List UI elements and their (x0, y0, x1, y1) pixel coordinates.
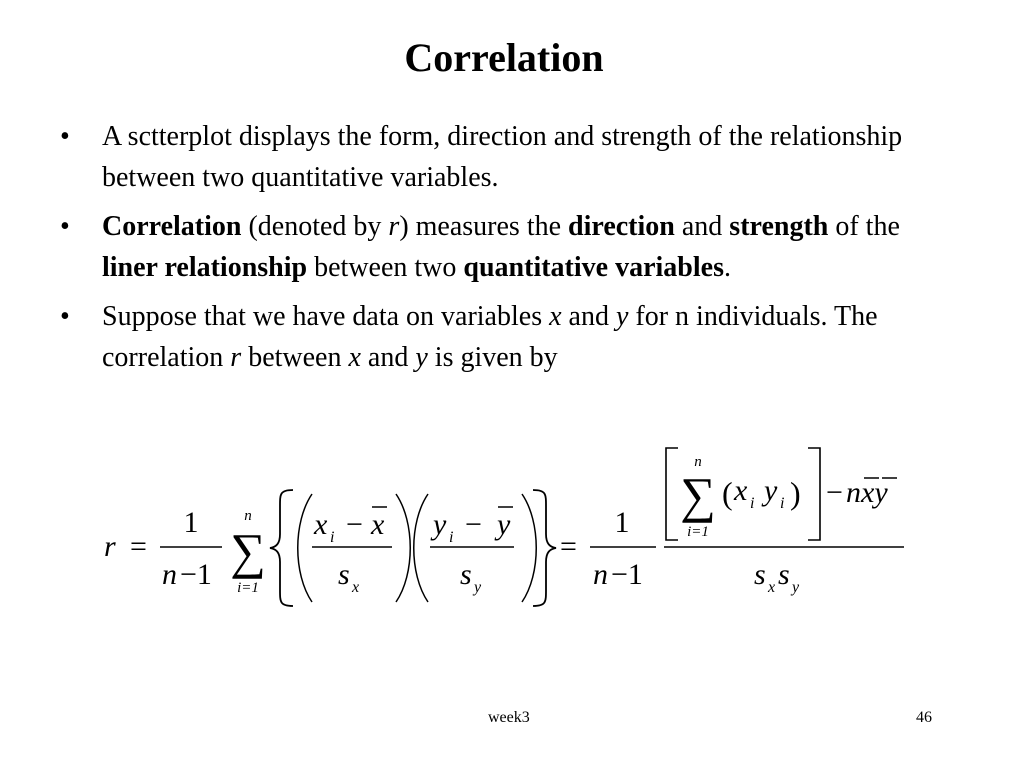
left-brace (270, 490, 293, 606)
sum-lower-limit: i=1 (687, 524, 709, 540)
summation-sign: ∑ (230, 523, 266, 579)
left-paren (414, 494, 428, 602)
subscript-i: i (780, 495, 785, 512)
subscript-i: i (750, 495, 755, 512)
subscript-x: x (768, 579, 776, 596)
bullet-2-text: of the (828, 211, 900, 242)
bullet-marker: • (60, 211, 70, 242)
subscript-i: i (330, 529, 335, 546)
formula-n: n (593, 558, 608, 591)
formula-minus: − (826, 476, 843, 509)
formula-r: r (104, 530, 116, 563)
bullet-2-text: between two (307, 252, 464, 283)
formula-equals: = (560, 530, 577, 563)
bullet-marker: • (60, 301, 70, 332)
bullet-item-2 (60, 206, 960, 288)
formula-x-bar: x (371, 508, 385, 541)
formula-s: s (754, 558, 766, 591)
formula-minus: − (346, 508, 363, 541)
bullet-3-text: and (561, 301, 616, 332)
sum-upper-limit: n (694, 454, 702, 470)
bullet-3-text: between (241, 342, 349, 373)
subscript-y: y (474, 579, 482, 596)
bullet-2-text: and (674, 211, 730, 242)
formula-y-bar: y (497, 508, 511, 541)
formula-y: y (433, 508, 447, 541)
left-bracket (666, 448, 678, 540)
bullet-2-text: (denoted by (241, 211, 389, 242)
right-paren (522, 494, 536, 602)
formula-numerator-one: 1 (183, 506, 199, 539)
summation-sign: ∑ (680, 467, 716, 523)
formula-minus-one: −1 (611, 558, 643, 591)
correlation-formula (100, 444, 920, 614)
formula-x: x (734, 474, 748, 507)
bullet-3-text: is given by (427, 342, 558, 373)
right-paren (396, 494, 410, 602)
formula-n: n (162, 558, 177, 591)
term-quantitative-variables: quantitative variables (463, 252, 724, 283)
bullet-marker: • (60, 121, 70, 152)
formula-y: y (764, 474, 778, 507)
variable-r: r (388, 211, 400, 242)
left-paren: ( (722, 475, 733, 511)
bullet-3-text: Suppose that we have data on variables (102, 301, 550, 332)
variable-y: y (615, 301, 629, 332)
slide-title: Correlation (404, 35, 604, 80)
subscript-y: y (792, 579, 800, 596)
sum-lower-limit: i=1 (237, 580, 259, 596)
term-strength: strength (729, 211, 829, 242)
bullet-3-text: for n individuals. The correlation (102, 301, 878, 373)
variable-r: r (230, 342, 242, 373)
variable-y: y (415, 342, 428, 373)
bullet-1-text: A sctterplot displays the form, direction and strength of the relationship between two quantitative variables. (102, 121, 903, 193)
variable-x: x (348, 342, 361, 373)
variable-x: x (549, 301, 562, 332)
formula-nxy: nxy (846, 476, 888, 509)
formula-minus: − (465, 508, 482, 541)
slide-number: 46 (916, 709, 932, 726)
bullet-2-text: ) measures the (399, 211, 569, 242)
right-bracket (808, 448, 820, 540)
bullet-2-text: . (723, 252, 731, 283)
subscript-i: i (449, 529, 454, 546)
bullet-item-1 (60, 116, 960, 198)
subscript-x: x (352, 579, 360, 596)
sum-upper-limit: n (244, 508, 252, 524)
bullet-list (60, 116, 960, 386)
left-paren (298, 494, 312, 602)
right-paren: ) (790, 475, 801, 511)
formula-s: s (778, 558, 790, 591)
bullet-3-text: and (360, 342, 416, 373)
footer-week-label: week3 (488, 709, 530, 726)
bullet-item-3 (60, 296, 960, 378)
formula-s: s (460, 558, 472, 591)
formula-x: x (314, 508, 328, 541)
formula-numerator-one: 1 (614, 506, 630, 539)
term-direction: direction (568, 211, 675, 242)
formula-equals: = (130, 530, 147, 563)
formula-s: s (338, 558, 350, 591)
formula-minus-one: −1 (180, 558, 212, 591)
term-liner-relationship: liner relationship (102, 252, 308, 283)
term-correlation: Correlation (102, 211, 242, 242)
